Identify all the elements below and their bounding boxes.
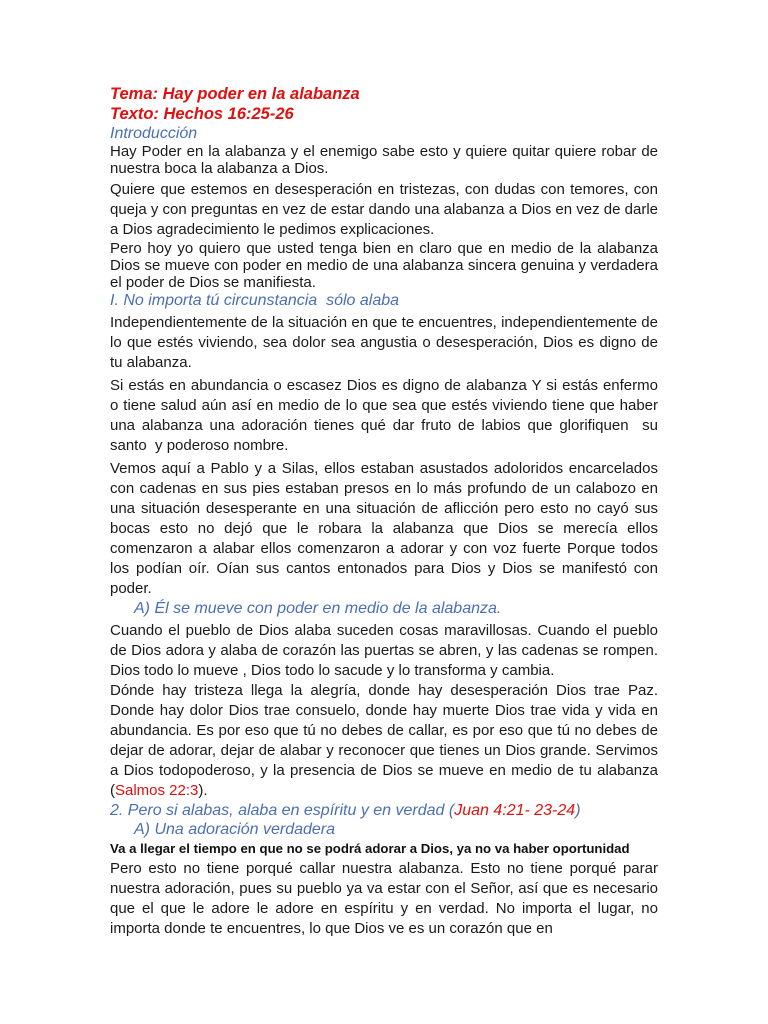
section-2-heading-text: 2. Pero si alabas, alaba en espíritu y en verdad ( (110, 802, 455, 819)
bold-note: Va a llegar el tiempo en que no se podrá adorar a Dios, ya no va haber oportunidad (110, 841, 630, 856)
sermon-text-reference: Texto: Hechos 16:25-26 (110, 105, 294, 123)
intro-paragraph-3: Pero hoy yo quiero que usted tenga bien en claro que en medio de la alabanza Dios se mueve con poder en medio de una alabanza sincera genuina y verdadera el poder de Dios se manifiesta. (110, 240, 658, 291)
section-2-heading (110, 801, 658, 820)
document-page (110, 84, 663, 939)
intro-paragraph-1: Hay Poder en la alabanza y el enemigo sabe esto y quiere quitar quiere robar de nuestra boca la alabanza a Dios. (110, 143, 658, 177)
section-1-paragraph-3: Vemos aquí a Pablo y a Silas, ellos estaban asustados adoloridos encarcelados con cadenas en sus pies estaban presos en lo más profundo de un calabozo en una situación desesperante en una situación de aflicción pero esto no cayó sus bocas esto no dejó que le robara la alabanza que Dios se merecía ellos comenzaron a alabar ellos comenzaron a adorar y con voz fuerte Porque todos los podían oír. Oían sus cantos entonados para Dios y Dios se manifestó con poder. (110, 460, 658, 597)
subsection-a-paragraph-1: Cuando el pueblo de Dios alaba suceden cosas maravillosas. Cuando el pueblo de Dios adora y alaba de corazón las puertas se abren, y las cadenas se rompen. Dios todo lo mueve , Dios todo lo sacude y lo transforma y cambia. (110, 622, 658, 679)
sermon-topic: Tema: Hay poder en la alabanza (110, 85, 360, 103)
section-2-heading-close: ) (575, 802, 581, 819)
paragraph-close: ). (198, 782, 208, 799)
final-paragraph: Pero esto no tiene porqué callar nuestra alabanza. Esto no tiene porqué parar nuestra adoración, pues su pueblo ya va estar con el Señor, así que es necesario que el que le adore le adore en espíritu y en verdad. No importa el lugar, no importa donde te encuentres, lo que Dios ve es un corazón que en (110, 860, 658, 937)
section-1-paragraph-2: Si estás en abundancia o escasez Dios es digno de alabanza Y si estás enfermo o tiene salud aún así en medio de lo que sea que estés viviendo tiene que haber una alabanza una adoración tienes qué dar fruto de labios que glorifiquen su santo y poderoso nombre. (110, 377, 663, 454)
intro-heading: Introducción (110, 125, 198, 142)
subsection-a2-heading: A) Una adoración verdadera (134, 821, 336, 838)
section-1-paragraph-1: Independientemente de la situación en que te encuentres, independientemente de lo que estés viviendo, sea dolor sea angustia o desesperación, Dios es digno de tu alabanza. (110, 314, 658, 371)
scripture-reference-juan: Juan 4:21- 23-24 (454, 802, 576, 819)
section-1-heading: I. No importa tú circunstancia sólo alaba (110, 292, 400, 309)
subsection-a-heading: A) Él se mueve con poder en medio de la alabanza. (134, 600, 502, 617)
scripture-reference-salmos: Salmos 22:3 (115, 782, 199, 799)
subsection-a-paragraph-2 (110, 681, 658, 801)
subsection-a-paragraph-2-text: Dónde hay tristeza llega la alegría, donde hay desesperación Dios trae Paz. Donde hay dolor Dios trae consuelo, donde hay muerte Dios trae vida y vida en abundancia. Es por eso que tú no debes de callar, es por eso que tú no debes de dejar de adorar, dejar de alabar y reconocer que tienes un Dios grande. Servimos a Dios todopoderoso, y la presencia de Dios se mueve en medio de tu alabanza ( (110, 682, 658, 799)
intro-paragraph-2: Quiere que estemos en desesperación en tristezas, con dudas con temores, con queja y con preguntas en vez de estar dando una alabanza a Dios en vez de darle a Dios agradecimiento le pedimos explicaciones. (110, 181, 658, 238)
